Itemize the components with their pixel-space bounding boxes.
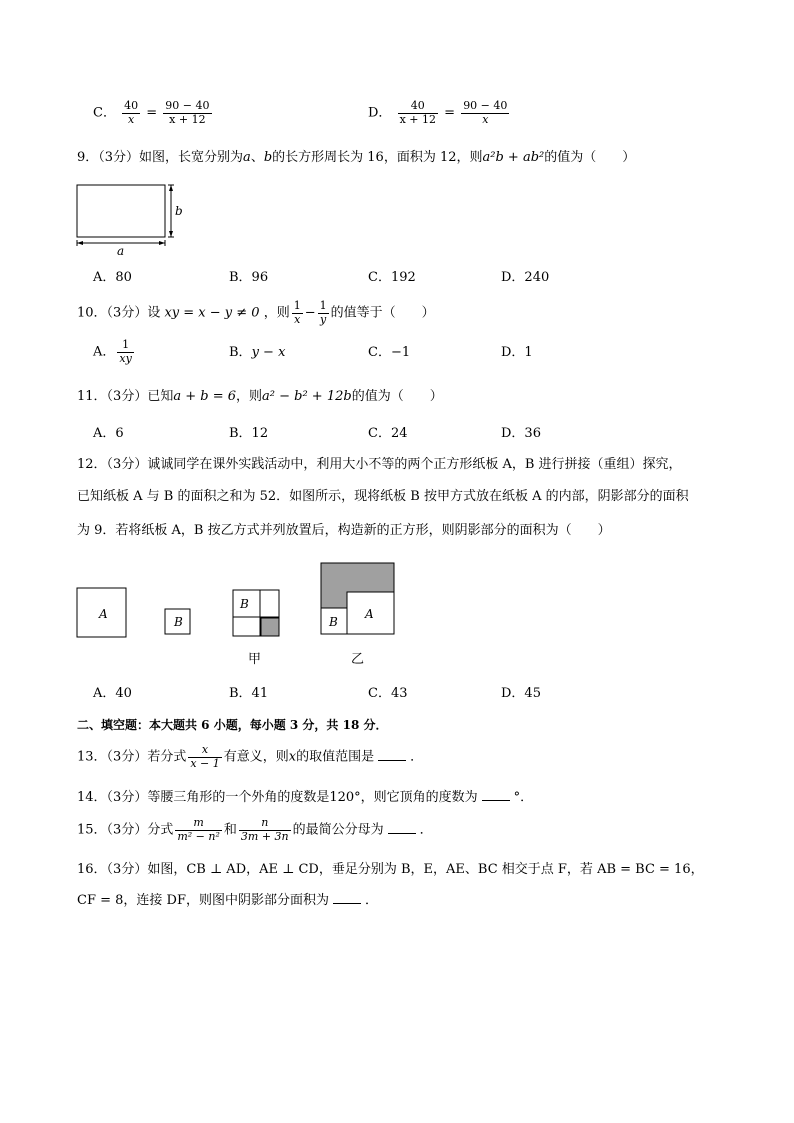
label-b: B [329, 615, 338, 629]
label-a: A [365, 607, 374, 621]
q12-line-1: 12．（3分）诚诚同学在课外实践活动中，利用大小不等的两个正方形纸板 A，B 进行拼接（重组）探究， [77, 457, 682, 472]
arrow-head [77, 241, 83, 245]
answer-blank[interactable] [388, 833, 416, 834]
fraction: $\frac{40}{x}$ [124, 99, 139, 126]
arrow-head [169, 185, 173, 191]
q16-text: ． [364, 893, 378, 908]
label-a: a [117, 244, 125, 258]
q11-text: ，则 [236, 389, 263, 404]
q14-stem [77, 791, 533, 804]
q9-stem [77, 151, 635, 164]
option-label: B． [229, 345, 252, 360]
q9-text: 9．（3分）如图，长宽分别为 [77, 150, 244, 165]
q12-option-b: B．41 [229, 686, 269, 701]
q13-text: 13．（3分）若分式 [77, 749, 187, 765]
jia-shaded-square [261, 618, 279, 636]
q10-option-d: D．1 [501, 345, 533, 360]
section-heading: 二、填空题：本大题共 6 小题，每小题 3 分，共 18 分． [77, 718, 388, 732]
q10-text: ，则 [263, 305, 290, 321]
q9-option-a: A．80 [93, 270, 132, 285]
q11-text: 的值为（ ） [351, 389, 443, 404]
q13-text: 有意义，则 [223, 749, 289, 765]
q16-line-2 [77, 894, 378, 907]
label-b: b [175, 204, 183, 218]
separator: 、 [250, 150, 264, 165]
q12-option-a: A．40 [93, 686, 132, 701]
q9-option-b: B．96 [229, 270, 269, 285]
q9-option-c: C．192 [368, 270, 416, 285]
rectangle [77, 185, 165, 237]
label-jia: 甲 [248, 652, 262, 667]
q15-text: 的最简公分母为 [292, 822, 384, 838]
q15-text: 和 [223, 822, 237, 838]
q16-text: CF = 8，连接 DF，则图中阴影部分面积为 [77, 893, 329, 908]
q11-option-a: A．6 [93, 426, 124, 441]
label-b: B [174, 615, 183, 629]
q12-option-d: D．45 [501, 686, 541, 701]
fraction: $\frac{1}{x}$ [293, 299, 301, 326]
arrow-head [169, 231, 173, 237]
label-b: B [240, 597, 249, 611]
q8-option-c [93, 100, 214, 126]
var-b: b [263, 150, 273, 165]
fraction: $\frac{90 - 40}{x}$ [463, 99, 508, 126]
q14-text: °． [513, 790, 534, 805]
q12-option-c: C．43 [368, 686, 408, 701]
q14-text: 14．（3分）等腰三角形的一个外角的度数是 [77, 790, 330, 805]
q11-option-c: C．24 [368, 426, 408, 441]
math-expression: a² − b² + 12b [262, 389, 352, 404]
fraction: $\frac{1}{xy}$ [119, 338, 132, 365]
q9-option-d: D．240 [501, 270, 550, 285]
q9-text: 的值为（ ） [544, 150, 636, 165]
q13-stem [77, 744, 423, 770]
angle-value: 120° [329, 790, 361, 805]
q11-text: 11．（3分）已知 [77, 389, 174, 404]
fraction: $\frac{m}{\text{m² − n²}}$ [177, 816, 220, 843]
arrow-head [159, 241, 165, 245]
q8-option-d [368, 100, 511, 126]
q15-text: ． [419, 822, 433, 838]
label-yi: 乙 [351, 652, 365, 667]
q16-line-1: 16．（3分）如图，CB ⊥ AD，AE ⊥ CD，垂足分别为 B，E，AE、BC 相交于点 F，若 AB = BC = 16， [77, 862, 704, 877]
math-expression: y − x [251, 345, 286, 360]
answer-blank[interactable] [378, 760, 406, 761]
q15-stem [77, 817, 433, 843]
q12-line-3: 为 9．若将纸板 A，B 按乙方式并列放置后，构造新的正方形，则阴影部分的面积为（ ） [77, 523, 611, 538]
option-label: A． [93, 344, 116, 360]
q10-stem [77, 300, 435, 326]
option-label: C． [93, 105, 116, 121]
q11-option-d: D．36 [501, 426, 541, 441]
q12-squares-figure [70, 558, 410, 673]
q13-text: 的取值范围是 [296, 749, 375, 765]
q9-text: 的长方形周长为 16，面积为 12，则 [272, 150, 483, 165]
fraction: $\frac{90 - 40}{x + 12}$ [165, 99, 210, 126]
q10-option-b [229, 346, 285, 359]
var-x: x [288, 749, 297, 765]
q10-text: 的值等于（ ） [330, 305, 435, 321]
option-label: D． [368, 105, 392, 121]
q10-text: 10．（3分）设 [77, 305, 161, 321]
var-a: a [243, 150, 251, 165]
equals-sign: = [146, 105, 158, 121]
q13-text: ． [410, 749, 424, 765]
fraction: $\frac{1}{y}$ [319, 299, 327, 326]
q10-option-a [93, 339, 136, 365]
fraction: $\frac{x}{x - 1}$ [190, 743, 220, 770]
q14-text: ，则它顶角的度数为 [360, 790, 478, 805]
math-expression: xy = x − y ≠ 0 [164, 305, 260, 321]
answer-blank[interactable] [333, 903, 361, 904]
q12-line-2: 已知纸板 A 与 B 的面积之和为 52．如图所示，现将纸板 B 按甲方式放在纸板 A 的内部，阴影部分的面积 [77, 489, 689, 504]
label-a: A [99, 607, 108, 621]
q11-stem [77, 390, 443, 403]
q15-text: 15．（3分）分式 [77, 822, 174, 838]
q11-option-b: B．12 [229, 426, 269, 441]
q9-rectangle-figure [70, 180, 190, 260]
minus-sign: − [304, 305, 316, 321]
math-expression: a + b = 6 [173, 389, 236, 404]
math-expression: a²b + ab² [482, 150, 545, 165]
fraction: $\frac{40}{x + 12}$ [399, 99, 436, 126]
equals-sign: = [444, 105, 456, 121]
answer-blank[interactable] [482, 800, 510, 801]
q10-option-c: C．−1 [368, 345, 411, 360]
fraction: $\frac{n}{3m + 3n}$ [240, 816, 289, 843]
